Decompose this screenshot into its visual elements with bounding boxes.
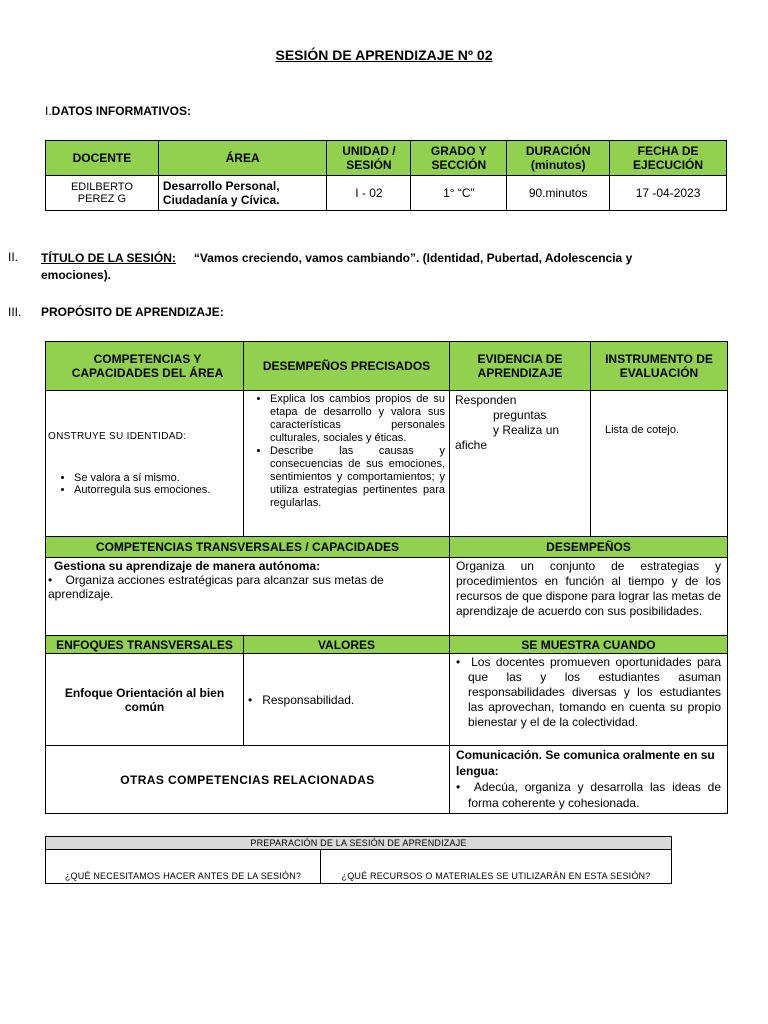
- header-valores: VALORES: [244, 636, 450, 654]
- info-table-header-row: [46, 141, 727, 176]
- cell-area: Desarrollo Personal, Ciudadanía y Cívica.: [158, 176, 327, 211]
- cell-fecha: 17 -04-2023: [610, 176, 727, 211]
- cell-instrumento: Lista de cotejo.: [591, 391, 728, 537]
- list-item: • Se valora a sí mismo.: [74, 472, 241, 484]
- cell-evidencia: Responden preguntas y Realiza un afiche: [450, 391, 591, 537]
- preparation-columns-row: [46, 850, 672, 884]
- preparation-col-before: ¿QUÉ NECESITAMOS HACER ANTES DE LA SESIÓN?: [46, 850, 321, 884]
- otras-item: • Adecúa, organiza y desarrolla las ideas de forma coherente y cohesionada.: [456, 780, 721, 810]
- header-instrumento: INSTRUMENTO DE EVALUACIÓN: [591, 342, 728, 391]
- info-table-data-row: [46, 176, 727, 211]
- header-competencias: COMPETENCIAS Y CAPACIDADES DEL ÁREA: [46, 342, 244, 391]
- preparation-header: PREPARACIÓN DE LA SESIÓN DE APRENDIZAJE: [46, 837, 672, 850]
- preparation-col-resources: ¿QUÉ RECURSOS O MATERIALES SE UTILIZARÁN EN ESTA SESIÓN?: [321, 850, 672, 884]
- cell-transversal: [46, 558, 450, 636]
- list-item: • Explica los cambios propios de su etapa de desarrollo y valora sus características personales culturales, sociales y éticas.: [270, 393, 445, 445]
- section-1-heading: [45, 104, 191, 118]
- preparation-header-row: [46, 837, 672, 850]
- header-duracion: DURACIÓN (minutos): [507, 141, 610, 176]
- cell-docente: EDILBERTO PEREZ G: [46, 176, 159, 211]
- desempenos-list: [248, 393, 445, 510]
- header-fecha: FECHA DE EJECUCIÓN: [610, 141, 727, 176]
- transversal-item: • Organiza acciones estratégicas para alcanzar sus metas de aprendizaje.: [48, 573, 384, 601]
- otras-title: Comunicación. Se comunica oralmente en su lengua:: [456, 748, 715, 778]
- cell-valor: • Responsabilidad.: [244, 654, 450, 746]
- capacidades-list: [48, 472, 241, 496]
- cell-desempenos: [244, 391, 450, 537]
- purpose-table: [45, 341, 728, 814]
- purpose-header-row: [46, 342, 728, 391]
- otras-row: [46, 746, 728, 814]
- list-item: • Autorregula sus emociones.: [74, 484, 241, 496]
- header-enfoques: ENFOQUES TRANSVERSALES: [46, 636, 244, 654]
- section-1-label: DATOS INFORMATIVOS:: [51, 104, 192, 118]
- competencia-title: ONSTRUYE SU IDENTIDAD:: [48, 431, 187, 442]
- cell-competencia: [46, 391, 244, 537]
- session-title-text: “Vamos creciendo, vamos cambiando”. (Identidad, Pubertad, Adolescencia y emociones).: [41, 251, 633, 282]
- section-2-label: TÍTULO DE LA SESIÓN:: [41, 251, 176, 265]
- cell-enfoque: Enfoque Orientación al bien común: [46, 654, 244, 746]
- cell-otras: OTRAS COMPETENCIAS RELACIONADAS: [46, 746, 450, 814]
- cell-muestra: • Los docentes promueven oportunidades para que las y los estudiantes asuman responsabilidades diversas y los estudiantes las aprovechan, tomando en cuenta su propio bienestar y el de la colectividad.: [450, 654, 728, 746]
- purpose-content-row: [46, 391, 728, 537]
- section-1-number: I.: [45, 104, 52, 118]
- page-title: SESIÓN DE APRENDIZAJE Nº 02: [275, 47, 493, 63]
- header-area: ÁREA: [158, 141, 327, 176]
- cell-duracion: 90.minutos: [507, 176, 610, 211]
- cell-transversal-desempeno: Organiza un conjunto de estrategias y procedimientos en función al tiempo y de los recursos de que dispone para lograr las metas de aprendizaje de acuerdo con sus posibilidades.: [450, 558, 728, 636]
- enfoques-header-row: [46, 636, 728, 654]
- enfoques-content-row: [46, 654, 728, 746]
- list-item: • Describe las causas y consecuencias de sus emociones, sentimientos y comportamientos; y utiliza estrategias pertinentes para regularlas.: [270, 445, 445, 510]
- header-desempenos-2: DESEMPEÑOS: [450, 537, 728, 558]
- section-2-number: II.: [8, 250, 19, 264]
- header-muestra: SE MUESTRA CUANDO: [450, 636, 728, 654]
- header-grado: GRADO Y SECCIÓN: [411, 141, 507, 176]
- header-evidencia: EVIDENCIA DE APRENDIZAJE: [450, 342, 591, 391]
- header-desempenos: DESEMPEÑOS PRECISADOS: [244, 342, 450, 391]
- transversal-title: Gestiona su aprendizaje de manera autónoma:: [54, 559, 321, 573]
- transversal-content-row: [46, 558, 728, 636]
- transversal-header-row: [46, 537, 728, 558]
- cell-unidad: I - 02: [327, 176, 411, 211]
- header-transversales: COMPETENCIAS TRANSVERSALES / CAPACIDADES: [46, 537, 450, 558]
- cell-grado: 1° “C”: [411, 176, 507, 211]
- section-3-label: PROPÓSITO DE APRENDIZAJE:: [41, 305, 224, 319]
- header-docente: DOCENTE: [46, 141, 159, 176]
- header-unidad: UNIDAD / SESIÓN: [327, 141, 411, 176]
- section-3-number: III.: [8, 305, 22, 319]
- cell-otras-detalle: [450, 746, 728, 814]
- info-table: [45, 140, 727, 211]
- preparation-table: [45, 836, 672, 884]
